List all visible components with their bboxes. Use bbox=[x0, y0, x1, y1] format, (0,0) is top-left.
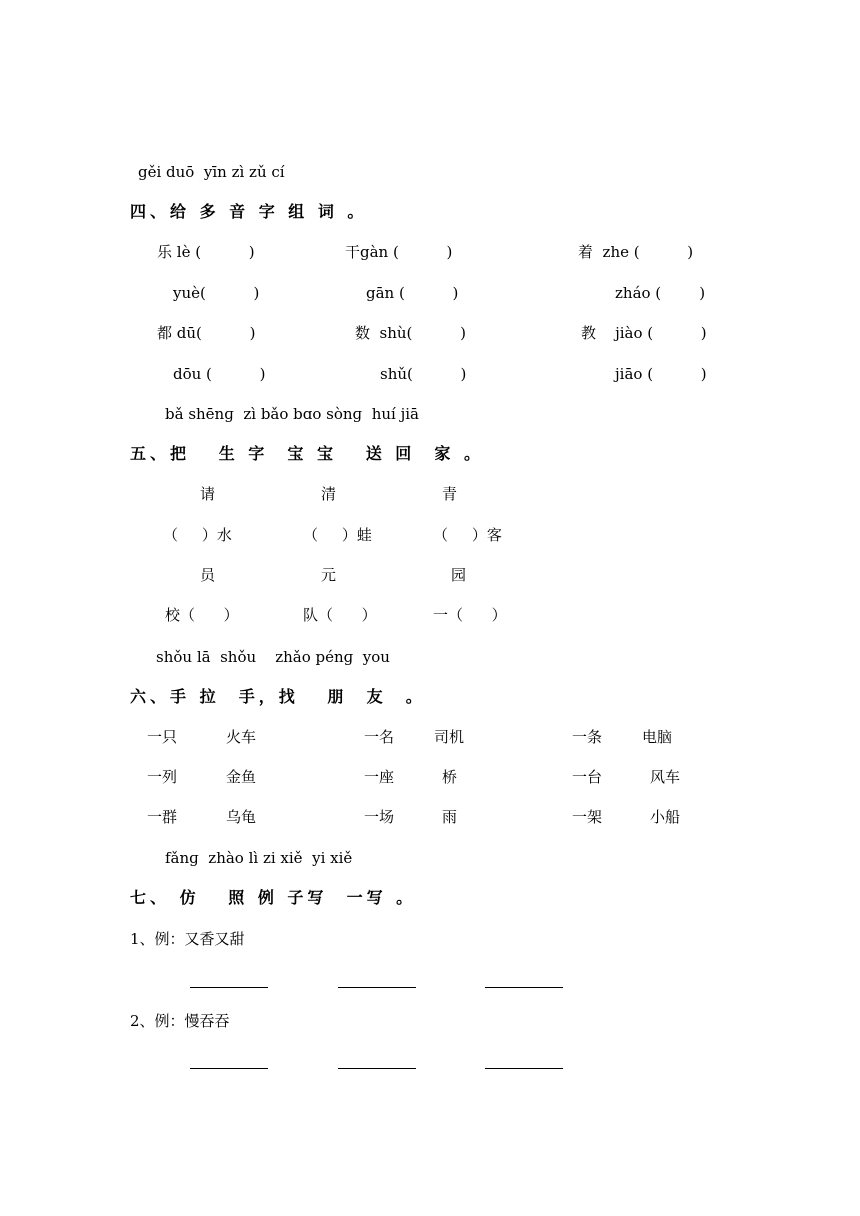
sec5-char: 请 bbox=[200, 485, 216, 503]
sec6-word: 一座 bbox=[364, 768, 395, 786]
sec7-title: 七、 仿 照 例 子写 一写 。 bbox=[130, 888, 417, 907]
answer-line[interactable] bbox=[190, 987, 268, 988]
sec5-char: 青 bbox=[442, 485, 458, 503]
sec5-fill: 队（ ） bbox=[303, 606, 377, 624]
sec5-fill: （ ）水 bbox=[163, 526, 232, 544]
sec6-title: 六、手 拉 手，找 朋 友 。 bbox=[130, 687, 426, 706]
sec4-item: jiāo ( ) bbox=[615, 365, 707, 383]
sec6-word: 小船 bbox=[650, 808, 681, 826]
sec6-word: 一只 bbox=[147, 728, 178, 746]
answer-line[interactable] bbox=[338, 1068, 416, 1069]
sec6-pinyin: shǒu lā shǒu zhǎo pénɡ you bbox=[156, 648, 390, 666]
sec6-word: 乌龟 bbox=[226, 808, 257, 826]
sec4-item: 数 shù( ) bbox=[355, 324, 466, 342]
sec6-word: 司机 bbox=[434, 728, 465, 746]
sec6-word: 一名 bbox=[364, 728, 395, 746]
sec6-word: 电脑 bbox=[642, 728, 673, 746]
sec6-word: 风车 bbox=[650, 768, 681, 786]
sec6-word: 一条 bbox=[572, 728, 603, 746]
sec5-fill: （ ）客 bbox=[433, 526, 502, 544]
sec6-word: 金鱼 bbox=[226, 768, 257, 786]
sec4-pinyin: gěi duō yīn zì zǔ cí bbox=[138, 163, 285, 181]
sec4-item: dōu ( ) bbox=[173, 365, 266, 383]
sec6-word: 一台 bbox=[572, 768, 603, 786]
sec6-word: 一列 bbox=[147, 768, 178, 786]
answer-line[interactable] bbox=[338, 987, 416, 988]
sec5-char: 清 bbox=[321, 485, 337, 503]
sec4-item: yuè( ) bbox=[173, 284, 260, 302]
sec4-item: 都 dū( ) bbox=[157, 324, 256, 342]
sec6-word: 一群 bbox=[147, 808, 178, 826]
sec7-example-1: 1、例：又香又甜 bbox=[130, 930, 245, 948]
sec5-fill: （ ）蛙 bbox=[303, 526, 372, 544]
sec5-fill: 一（ ） bbox=[433, 606, 507, 624]
answer-line[interactable] bbox=[485, 1068, 563, 1069]
sec4-item: 教 jiào ( ) bbox=[581, 324, 707, 342]
sec5-pinyin: bǎ shēnɡ zì bǎo bɑo sònɡ huí jiā bbox=[165, 405, 419, 423]
sec6-word: 桥 bbox=[442, 768, 458, 786]
sec5-fill: 校（ ） bbox=[165, 606, 239, 624]
sec7-example-2: 2、例：慢吞吞 bbox=[130, 1012, 230, 1030]
sec4-item: gān ( ) bbox=[366, 284, 459, 302]
sec5-title: 五、把 生 字 宝 宝 送 回 家 。 bbox=[130, 444, 484, 463]
sec4-item: 乐 lè ( ) bbox=[157, 243, 255, 261]
sec6-word: 一场 bbox=[364, 808, 395, 826]
sec6-word: 雨 bbox=[442, 808, 458, 826]
sec6-word: 火车 bbox=[226, 728, 257, 746]
sec6-word: 一架 bbox=[572, 808, 603, 826]
sec4-item: 干gàn ( ) bbox=[345, 243, 453, 261]
sec4-title: 四、给 多 音 字 组 词 。 bbox=[130, 202, 368, 221]
sec5-char: 园 bbox=[451, 566, 467, 584]
sec4-item: 着 zhe ( ) bbox=[578, 243, 694, 261]
sec5-char: 员 bbox=[200, 566, 216, 584]
sec4-item: shǔ( ) bbox=[380, 365, 467, 383]
sec7-pinyin: fǎnɡ zhào lì zi xiě yi xiě bbox=[165, 849, 353, 867]
sec4-item: zháo ( ) bbox=[615, 284, 706, 302]
sec5-char: 元 bbox=[321, 566, 337, 584]
answer-line[interactable] bbox=[190, 1068, 268, 1069]
answer-line[interactable] bbox=[485, 987, 563, 988]
